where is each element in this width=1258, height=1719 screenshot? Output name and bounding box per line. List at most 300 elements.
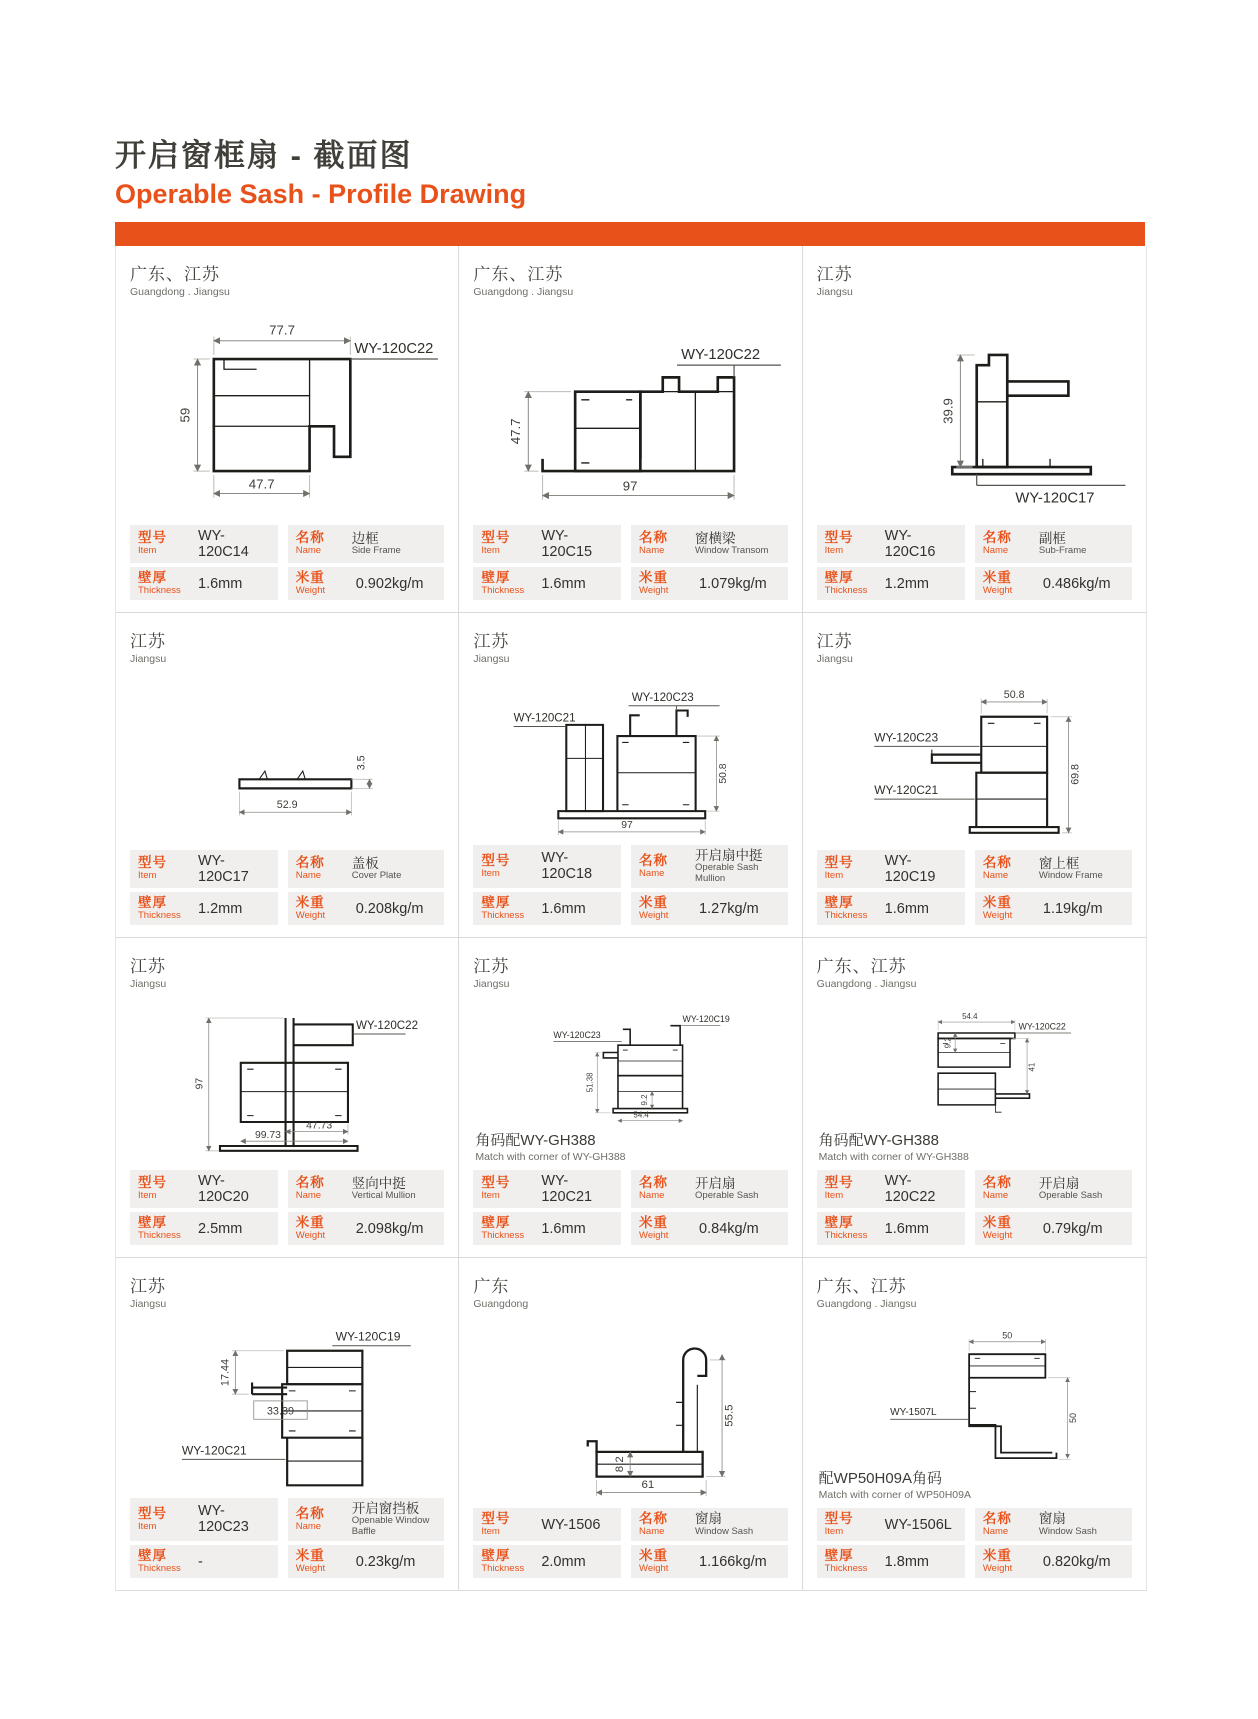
spec-label-name: [296, 1507, 352, 1532]
label-text-zh: 名称: [982, 1175, 1012, 1191]
label-text-en: Thickness: [138, 909, 181, 921]
profile-outline: [239, 779, 351, 788]
region-name-zh: 江苏: [816, 265, 853, 284]
region-label: [473, 1272, 787, 1310]
region-name-zh: 江苏: [473, 632, 510, 651]
name-en: Operable Sash: [695, 1190, 759, 1202]
label-text-en: Name: [295, 870, 322, 882]
label-text-zh: 名称: [982, 1510, 1012, 1526]
spec-table: [130, 525, 444, 600]
dim-value: 54.4: [961, 1011, 978, 1021]
region-label: [817, 952, 1132, 990]
corner-note: [819, 1129, 1132, 1163]
profile-ref-label: WY-120C22: [355, 1019, 419, 1033]
label-text-zh: 名称: [639, 1510, 669, 1526]
spec-label-name: [983, 1512, 1039, 1537]
spec-value-item: WY-120C21: [541, 1173, 593, 1205]
spec-value-weight: 0.208kg/m: [355, 900, 424, 917]
profile-drawing: [130, 1310, 444, 1498]
label-text-zh: 型号: [824, 1175, 854, 1191]
title-block: [115, 130, 526, 210]
spec-weight: [631, 567, 788, 600]
label-text-zh: 壁厚: [481, 894, 511, 910]
label-text-en: Thickness: [824, 1229, 868, 1241]
spec-label-item: [481, 1176, 537, 1201]
spec-thickness: [817, 567, 965, 600]
name-zh: 盖板: [351, 855, 379, 871]
spec-item: [130, 1170, 278, 1208]
spec-name: [975, 1170, 1132, 1208]
spec-label-weight: [639, 1549, 695, 1574]
corner-note-en: Match with corner of WY-GH388: [818, 1151, 969, 1163]
region-name-en: Guangdong . Jiangsu: [816, 978, 917, 990]
dim-value: 69.8: [1069, 763, 1082, 785]
label-text-zh: 型号: [824, 1510, 854, 1526]
region-name-en: Guangdong: [473, 1298, 529, 1310]
spec-weight: [288, 567, 445, 600]
spec-value-thickness: 2.0mm: [541, 1553, 586, 1570]
spec-label-name: [983, 1176, 1039, 1201]
profile-cell: [803, 613, 1146, 938]
spec-value-weight: 0.84kg/m: [699, 1220, 759, 1237]
label-text-en: Thickness: [824, 584, 868, 596]
spec-label-weight: [639, 1216, 695, 1241]
profile-ref-label: WY-120C22: [1018, 1021, 1066, 1032]
spec-item: [473, 525, 621, 563]
corner-note-zh: 配WP50H09A角码: [818, 1470, 943, 1487]
dim-value: 50.8: [718, 763, 730, 784]
spec-weight: [288, 1545, 445, 1578]
label-text-en: Thickness: [138, 1562, 181, 1574]
label-text-zh: 米重: [295, 569, 325, 585]
spec-value-weight: 2.098kg/m: [355, 1220, 424, 1237]
name-en: Vertical Mullion: [351, 1190, 416, 1202]
spec-label-thickness: [481, 571, 537, 596]
spec-item: [817, 850, 965, 888]
label-text-en: Thickness: [481, 1562, 525, 1574]
spec-label-thickness: [825, 896, 881, 921]
dim-value: 41: [1027, 1062, 1037, 1072]
label-text-zh: 型号: [824, 530, 854, 546]
name-zh: 开启扇: [695, 1175, 736, 1191]
label-text-zh: 壁厚: [824, 1214, 854, 1230]
spec-weight: [631, 892, 788, 925]
profile-cell: [803, 246, 1146, 613]
spec-label-thickness: [481, 896, 537, 921]
label-text-en: Name: [982, 545, 1009, 557]
label-text-en: Item: [824, 870, 844, 882]
label-text-zh: 米重: [295, 1214, 325, 1230]
region-name-zh: 广东: [473, 1277, 510, 1296]
region-name-zh: 江苏: [130, 1277, 166, 1296]
label-text-zh: 名称: [639, 530, 669, 546]
name-en: Sub-Frame: [1038, 545, 1087, 557]
spec-table: [817, 1170, 1132, 1245]
region-label: [473, 952, 787, 990]
label-text-en: Item: [481, 1525, 500, 1537]
region-label: [817, 260, 1132, 298]
profile-cell: [459, 938, 802, 1258]
dim-value: 50: [1001, 1330, 1012, 1341]
page-title: 开启窗框扇 - 截面图: [115, 138, 413, 173]
spec-label-thickness: [825, 1216, 881, 1241]
spec-value-name: [1039, 1511, 1097, 1537]
spec-weight: [975, 1545, 1132, 1578]
label-text-zh: 米重: [295, 894, 325, 910]
label-text-zh: 名称: [295, 1505, 325, 1521]
profile-cell: [116, 246, 459, 613]
spec-name: [975, 850, 1132, 888]
spec-item: [130, 1498, 278, 1541]
name-en: Window Sash: [1038, 1525, 1097, 1537]
label-text-zh: 米重: [639, 1547, 669, 1563]
page-subtitle: Operable Sash - Profile Drawing: [115, 179, 527, 209]
spec-label-item: [825, 1176, 881, 1201]
name-zh: 开启窗挡板: [351, 1500, 420, 1516]
spec-item: [130, 850, 278, 888]
label-text-zh: 米重: [639, 1214, 669, 1230]
spec-item: [817, 1508, 965, 1541]
profile-drawing: [817, 298, 1132, 525]
profile-ref-label: WY-120C19: [335, 1329, 401, 1344]
spec-value-weight: 0.23kg/m: [355, 1553, 416, 1570]
corner-note-en: Match with corner of WY-GH388: [475, 1151, 626, 1163]
region-label: [817, 1272, 1132, 1310]
spec-value-thickness: 1.6mm: [541, 1220, 586, 1237]
label-text-en: Weight: [295, 909, 326, 921]
profile-drawing: [473, 990, 787, 1129]
name-en: Operable Sash: [1038, 1190, 1103, 1202]
spec-value-weight: 1.27kg/m: [699, 900, 759, 917]
spec-value-thickness: 1.6mm: [198, 575, 243, 592]
spec-label-weight: [983, 1549, 1039, 1574]
spec-label-thickness: [138, 1216, 194, 1241]
spec-value-name: [352, 531, 401, 557]
dim-value: 97: [194, 1077, 206, 1090]
spec-thickness: [130, 1212, 278, 1245]
profile-ref-label: WY-120C22: [681, 347, 761, 364]
spec-label-name: [639, 854, 695, 879]
name-zh: 开启扇中挺: [695, 847, 763, 863]
spec-label-item: [138, 1176, 194, 1201]
spec-label-weight: [983, 1216, 1039, 1241]
spec-name: [288, 1170, 445, 1208]
label-text-en: Weight: [639, 584, 669, 596]
profile-cell: [116, 613, 459, 938]
dim-value: 39.9: [939, 398, 955, 424]
spec-value-item: WY-1506: [541, 1516, 601, 1533]
spec-thickness: [473, 1212, 621, 1245]
profile-cell: [116, 1258, 459, 1590]
corner-note: [819, 1467, 1132, 1501]
spec-item: [817, 1170, 965, 1208]
label-text-en: Item: [824, 545, 844, 557]
spec-value-name: [695, 1511, 753, 1537]
label-text-zh: 壁厚: [481, 1214, 511, 1230]
label-text-zh: 型号: [138, 1175, 167, 1191]
label-text-zh: 型号: [481, 530, 511, 546]
label-text-zh: 型号: [824, 855, 854, 871]
dim-value: 47.7: [248, 476, 275, 492]
spec-name: [631, 845, 788, 888]
spec-value-item: WY-120C22: [884, 1173, 936, 1205]
profile-outline: [976, 355, 1007, 467]
profile-ref-label: WY-120C19: [682, 1014, 731, 1025]
spec-thickness: [130, 892, 278, 925]
label-text-zh: 壁厚: [481, 1547, 511, 1563]
spec-label-name: [983, 531, 1039, 556]
label-text-en: Thickness: [481, 584, 525, 596]
spec-value-thickness: 1.6mm: [541, 900, 586, 917]
spec-value-item: WY-120C17: [198, 853, 249, 885]
spec-value-weight: 0.486kg/m: [1042, 575, 1111, 592]
dim-value: 99.73: [254, 1130, 281, 1141]
spec-name: [288, 850, 445, 888]
dim-value: 17.44: [219, 1358, 232, 1387]
spec-item: [817, 525, 965, 563]
spec-weight: [288, 1212, 445, 1245]
spec-value-name: [695, 848, 780, 885]
profile-cell: [116, 938, 459, 1258]
label-text-en: Weight: [295, 584, 326, 596]
label-text-en: Name: [639, 1190, 665, 1202]
label-text-en: Item: [138, 1190, 157, 1202]
dim-value: 51.38: [585, 1072, 595, 1093]
region-label: [130, 260, 444, 298]
spec-label-name: [296, 856, 352, 881]
spec-label-name: [983, 856, 1039, 881]
label-text-en: Item: [481, 1190, 500, 1202]
corner-note-zh: 角码配WY-GH388: [475, 1132, 596, 1149]
spec-name: [975, 1508, 1132, 1541]
profile-outline: [286, 1018, 294, 1146]
profile-outline: [981, 717, 1047, 773]
label-text-zh: 型号: [138, 855, 167, 871]
region-name-en: Jiangsu: [130, 1298, 167, 1310]
label-text-en: Weight: [295, 1229, 326, 1241]
dim-value: 61: [641, 1479, 655, 1492]
spec-value-item: WY-120C23: [198, 1503, 249, 1536]
region-name-zh: 广东、江苏: [816, 957, 907, 976]
profile-grid: [115, 246, 1147, 1591]
label-text-zh: 壁厚: [824, 569, 854, 585]
label-text-zh: 名称: [982, 855, 1012, 871]
spec-value-item: WY-120C14: [198, 528, 249, 560]
corner-note-zh: 角码配WY-GH388: [818, 1132, 939, 1149]
spec-label-item: [825, 856, 881, 881]
label-text-en: Weight: [295, 1562, 326, 1574]
spec-name: [288, 1498, 445, 1541]
region-label: [130, 952, 444, 990]
spec-weight: [631, 1545, 788, 1578]
region-name-zh: 江苏: [816, 632, 853, 651]
region-name-zh: 江苏: [130, 957, 166, 976]
profile-drawing: [817, 1310, 1132, 1467]
name-en: Window Sash: [695, 1525, 754, 1537]
dim-value: 77.7: [269, 322, 295, 338]
profile-outline: [567, 725, 604, 811]
label-text-zh: 名称: [639, 1175, 669, 1191]
profile-ref-label: WY-120C23: [873, 730, 938, 745]
profile-cell: [803, 938, 1146, 1258]
spec-value-thickness: 1.6mm: [884, 1220, 929, 1237]
spec-name: [631, 525, 788, 563]
profile-ref-label: WY-120C17: [1015, 490, 1095, 507]
spec-value-item: WY-120C20: [198, 1173, 249, 1205]
accent-bar: [115, 222, 1145, 246]
spec-thickness: [817, 892, 965, 925]
dim-value: 50: [1067, 1412, 1078, 1423]
label-text-zh: 名称: [295, 855, 325, 871]
label-text-en: Weight: [639, 909, 669, 921]
dim-value: 47.73: [306, 1120, 333, 1132]
spec-label-thickness: [481, 1549, 537, 1574]
profile-ref-label: WY-120C23: [632, 691, 695, 704]
spec-label-thickness: [481, 1216, 537, 1241]
spec-value-thickness: 2.5mm: [198, 1220, 243, 1237]
spec-name: [288, 525, 445, 563]
name-zh: 边框: [351, 530, 379, 546]
name-en: Cover Plate: [351, 870, 402, 882]
name-zh: 窗上框: [1038, 855, 1080, 871]
region-name-en: Guangdong . Jiangsu: [130, 286, 230, 298]
label-text-en: Thickness: [138, 1229, 181, 1241]
label-text-zh: 壁厚: [824, 1547, 854, 1563]
name-zh: 竖向中挺: [351, 1175, 406, 1191]
region-label: [473, 260, 787, 298]
spec-label-weight: [639, 571, 695, 596]
spec-table: [473, 1170, 787, 1245]
name-en: Operable Sash Mullion: [695, 862, 759, 885]
spec-label-name: [639, 1176, 695, 1201]
region-name-en: Jiangsu: [130, 653, 167, 665]
label-text-zh: 型号: [481, 1175, 511, 1191]
spec-label-name: [296, 1176, 352, 1201]
spec-value-name: [695, 1176, 758, 1202]
profile-ref-label: WY-120C21: [181, 1443, 247, 1458]
label-text-en: Item: [138, 870, 157, 882]
spec-label-weight: [983, 896, 1039, 921]
spec-label-item: [825, 531, 881, 556]
corner-note: [475, 1129, 787, 1163]
label-text-zh: 米重: [982, 1214, 1012, 1230]
region-name-en: Jiangsu: [473, 653, 510, 665]
name-zh: 窗扇: [1038, 1511, 1066, 1527]
spec-label-weight: [296, 1216, 352, 1241]
spec-label-item: [481, 854, 537, 879]
region-name-zh: 广东、江苏: [816, 1277, 907, 1296]
profile-drawing: [817, 990, 1132, 1129]
region-name-en: Jiangsu: [130, 978, 167, 990]
label-text-en: Thickness: [481, 909, 525, 921]
spec-thickness: [130, 567, 278, 600]
spec-value-thickness: 1.6mm: [884, 900, 929, 917]
spec-table: [130, 1170, 444, 1245]
profile-drawing: [473, 665, 787, 845]
dim-value: 47.7: [508, 418, 524, 445]
spec-label-weight: [983, 571, 1039, 596]
spec-label-weight: [296, 896, 352, 921]
spec-thickness: [473, 567, 621, 600]
spec-value-weight: 1.079kg/m: [699, 575, 767, 592]
spec-value-thickness: 1.8mm: [884, 1553, 929, 1570]
name-zh: 副框: [1038, 530, 1066, 546]
dim-value: 33.39: [266, 1405, 295, 1418]
label-text-zh: 名称: [639, 852, 669, 868]
spec-weight: [975, 892, 1132, 925]
region-label: [130, 627, 444, 665]
spec-value-name: [352, 1176, 416, 1202]
label-text-en: Item: [824, 1190, 844, 1202]
label-text-en: Name: [639, 867, 665, 879]
spec-item: [473, 845, 621, 888]
label-text-zh: 型号: [481, 1510, 511, 1526]
spec-value-thickness: 1.2mm: [198, 900, 243, 917]
spec-value-item: WY-120C18: [541, 850, 593, 883]
spec-value-item: WY-120C15: [541, 528, 593, 560]
label-text-zh: 米重: [639, 894, 669, 910]
label-text-en: Name: [295, 1190, 322, 1202]
spec-label-name: [296, 531, 352, 556]
spec-label-item: [481, 1512, 537, 1537]
spec-label-name: [639, 1512, 695, 1537]
spec-value-name: [1039, 531, 1087, 557]
region-name-en: Jiangsu: [473, 978, 510, 990]
region-name-en: Guangdong . Jiangsu: [473, 286, 574, 298]
spec-value-weight: 0.79kg/m: [1042, 1220, 1103, 1237]
label-text-zh: 型号: [138, 530, 167, 546]
label-text-zh: 名称: [982, 530, 1012, 546]
label-text-zh: 米重: [295, 1547, 325, 1563]
label-text-en: Thickness: [824, 1562, 868, 1574]
label-text-en: Name: [639, 1525, 665, 1537]
label-text-zh: 壁厚: [138, 569, 167, 585]
region-name-en: Jiangsu: [816, 653, 853, 665]
dim-value: 54.4: [633, 1110, 650, 1120]
label-text-en: Weight: [982, 584, 1013, 596]
spec-label-thickness: [138, 571, 194, 596]
spec-label-weight: [639, 896, 695, 921]
label-text-en: Weight: [982, 909, 1013, 921]
profile-cell: [459, 1258, 802, 1590]
label-text-zh: 壁厚: [138, 1547, 167, 1563]
spec-value-weight: 1.166kg/m: [699, 1553, 767, 1570]
label-text-en: Weight: [982, 1562, 1013, 1574]
spec-item: [473, 1508, 621, 1541]
spec-label-item: [825, 1512, 881, 1537]
profile-ref-label: WY-1507L: [889, 1407, 937, 1419]
dim-value: 97: [621, 819, 634, 831]
profile-ref-label: WY-120C21: [513, 712, 576, 725]
spec-thickness: [473, 1545, 621, 1578]
spec-table: [473, 1508, 787, 1578]
region-name-en: Jiangsu: [816, 286, 853, 298]
dim-value: 50.8: [1003, 688, 1025, 701]
spec-value-name: [352, 1501, 437, 1538]
label-text-zh: 壁厚: [138, 894, 167, 910]
region-label: [473, 627, 787, 665]
spec-thickness: [473, 892, 621, 925]
dim-value: 9.2: [942, 1037, 952, 1049]
profile-drawing: [473, 298, 787, 525]
corner-note-en: Match with corner of WP50H09A: [818, 1489, 971, 1501]
spec-value-weight: 0.902kg/m: [355, 575, 424, 592]
spec-label-thickness: [825, 571, 881, 596]
region-label: [817, 627, 1132, 665]
label-text-zh: 米重: [639, 569, 669, 585]
label-text-zh: 米重: [982, 1547, 1012, 1563]
spec-label-item: [138, 531, 194, 556]
